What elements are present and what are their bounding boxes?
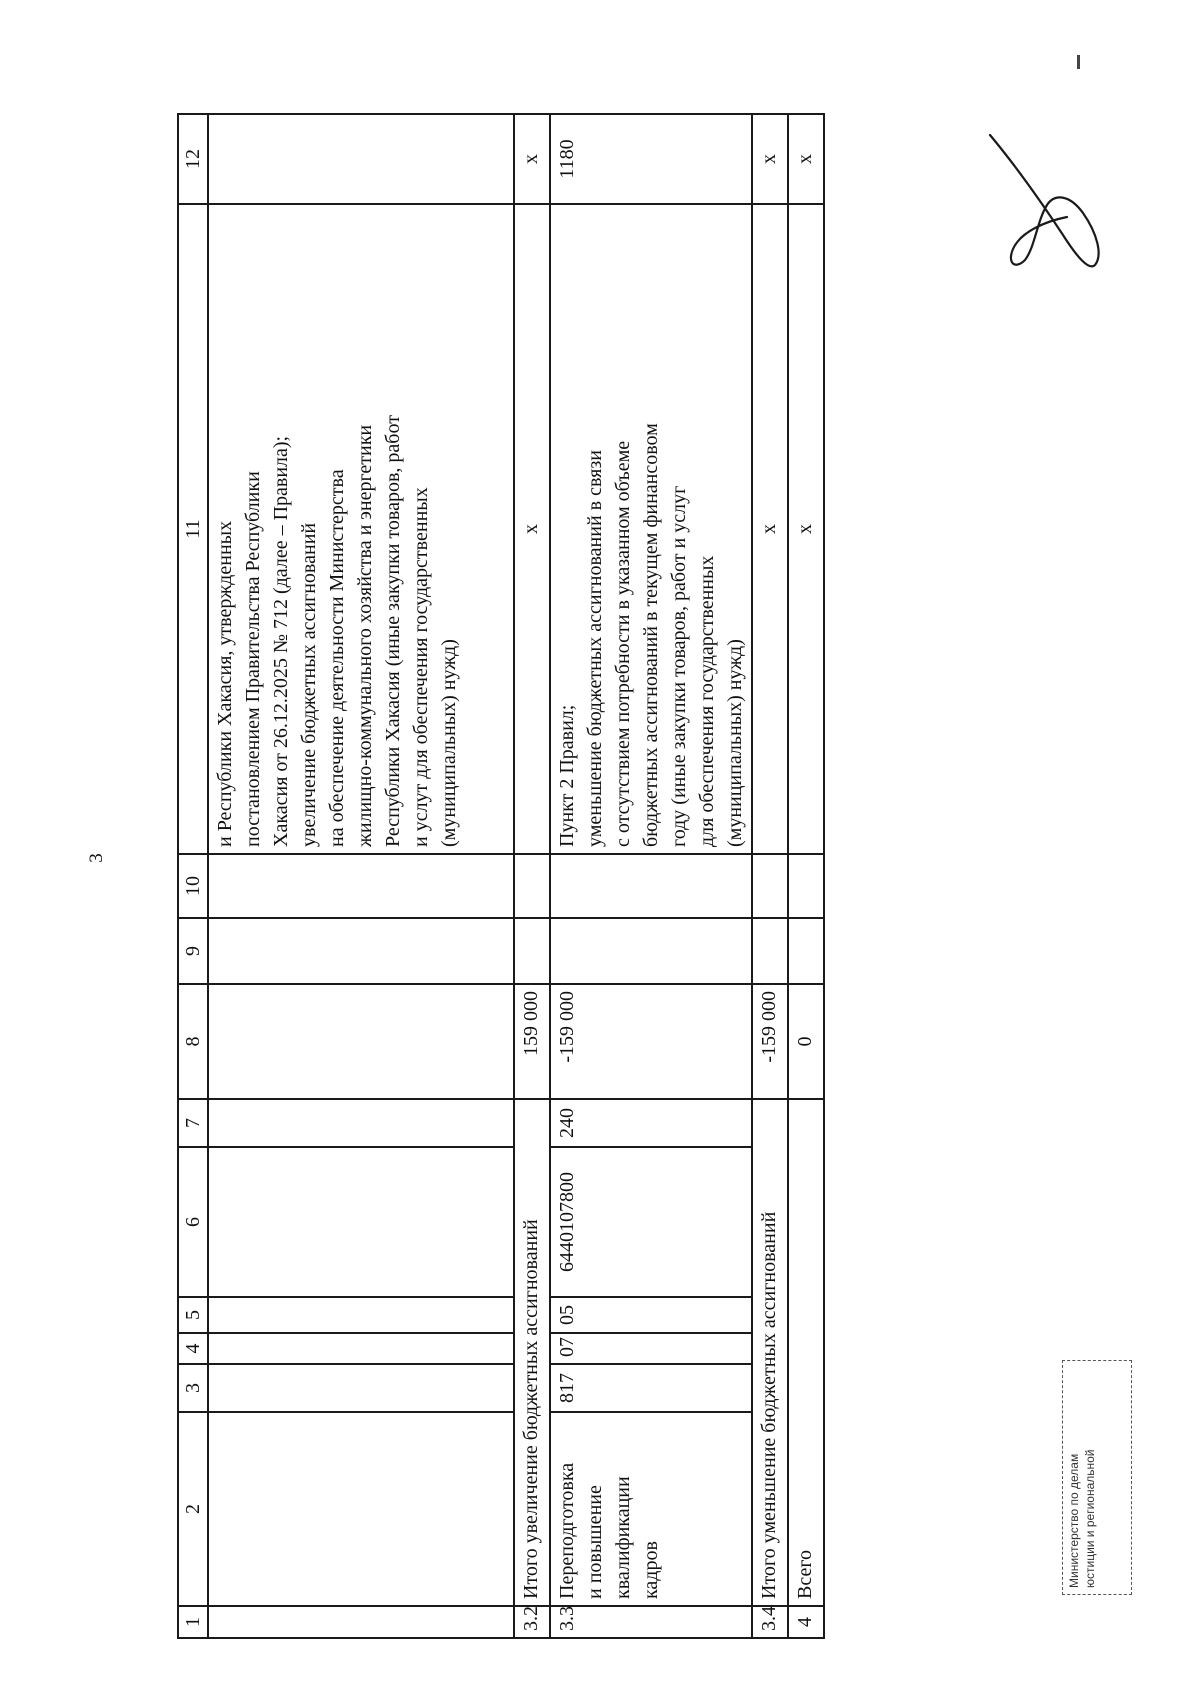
code-cell: 1180 xyxy=(550,114,752,204)
text-line: уменьшение бюджетных ассигнований в связи xyxy=(584,450,606,847)
table-cell xyxy=(788,918,824,984)
table-cell xyxy=(208,1147,514,1297)
text-line: кадров xyxy=(640,1541,662,1599)
amount-cell: 0 xyxy=(788,984,824,1099)
table-cell xyxy=(752,918,788,984)
header-cell: 8 xyxy=(178,984,208,1099)
basis-cell: x xyxy=(752,204,788,854)
text-line: жилищно-коммунального хозяйства и энергетики xyxy=(354,424,376,847)
header-cell: 4 xyxy=(178,1333,208,1364)
row-number: 3.4 xyxy=(752,1606,788,1638)
table-cell xyxy=(208,114,514,204)
text-line: и повышение xyxy=(584,1485,606,1599)
header-cell: 2 xyxy=(178,1412,208,1606)
table-cell xyxy=(550,854,752,918)
table-cell xyxy=(208,1606,514,1638)
header-cell: 11 xyxy=(178,204,208,854)
header-cell: 10 xyxy=(178,854,208,918)
code-cell: x xyxy=(788,114,824,204)
text-line: Хакасия от 26.12.2025 № 712 (далее – Правила); xyxy=(270,435,292,847)
text-line: с отсутствием потребности в указанном объеме xyxy=(612,440,634,847)
text-line: году (иные закупки товаров, работ и услуг xyxy=(668,485,690,847)
basis-cell xyxy=(208,204,514,854)
expense-type-code: 240 xyxy=(550,1099,752,1147)
table-row-4 xyxy=(788,114,824,1638)
row-label: Всего xyxy=(788,1099,824,1606)
table-cell xyxy=(208,1412,514,1606)
text-line: Переподготовка xyxy=(556,1462,578,1599)
row-label: Итого увеличение бюджетных ассигнований xyxy=(514,1099,550,1606)
text-line: Республики Хакасия (иные закупки товаров, работ xyxy=(382,415,404,847)
row-number: 4 xyxy=(788,1606,824,1638)
budget-table xyxy=(177,113,825,1639)
header-cell: 1 xyxy=(178,1606,208,1638)
section-code: 07 xyxy=(550,1333,752,1364)
text-line: Пункт 2 Правил; xyxy=(556,704,578,847)
row-label: Итого уменьшение бюджетных ассигнований xyxy=(752,1099,788,1606)
header-cell: 9 xyxy=(178,918,208,984)
table-cell xyxy=(208,918,514,984)
basis-cell xyxy=(550,204,752,854)
text-line: и услут для обеспечения государственных xyxy=(410,487,432,847)
text-line: квалификации xyxy=(612,1476,634,1599)
signature xyxy=(985,125,1105,275)
text-line: увеличение бюджетных ассигнований xyxy=(298,522,320,847)
table-cell xyxy=(208,854,514,918)
table-row-3-3 xyxy=(550,114,752,1638)
header-row xyxy=(178,114,208,1638)
code-cell: x xyxy=(752,114,788,204)
row-number: 3.2 xyxy=(514,1606,550,1638)
code-cell: x xyxy=(514,114,550,204)
text-line: на обеспечение деятельности Министерства xyxy=(326,469,348,847)
target-article-code: 6440107800 xyxy=(550,1147,752,1297)
basis-cell: x xyxy=(788,204,824,854)
header-cell: 5 xyxy=(178,1297,208,1333)
table-cell xyxy=(514,918,550,984)
table-row-3-4 xyxy=(752,114,788,1638)
table-cell xyxy=(752,854,788,918)
table-cell xyxy=(208,1297,514,1333)
table-cell xyxy=(208,1333,514,1364)
header-cell: 12 xyxy=(178,114,208,204)
amount-cell: -159 000 xyxy=(752,984,788,1099)
registration-stamp xyxy=(1062,1449,1200,1595)
text-line: для обеспечения государственных xyxy=(696,555,718,847)
table-cell xyxy=(514,854,550,918)
stamp-line: юстиции и региональной xyxy=(1083,1449,1097,1588)
table-cell xyxy=(208,1099,514,1147)
subsection-code: 05 xyxy=(550,1297,752,1333)
row-number: 3.3 xyxy=(550,1606,752,1638)
amount-cell: 159 000 xyxy=(514,984,550,1099)
text-line: постановлением Правительства Республики xyxy=(242,471,264,847)
text-line: и Республики Хакасия, утвержденных xyxy=(214,520,236,847)
basis-cell: x xyxy=(514,204,550,854)
table-row-3-2 xyxy=(514,114,550,1638)
header-cell: 7 xyxy=(178,1099,208,1147)
table-cell xyxy=(550,918,752,984)
text-line: (муниципальных) нужд) xyxy=(438,639,460,847)
text-line: (муниципальных) нужд) xyxy=(724,639,746,847)
table-cell xyxy=(208,1364,514,1412)
text-line: бюджетных ассигнований в текущем финансовом xyxy=(640,423,662,847)
amount-cell: -159 000 xyxy=(550,984,752,1099)
page-number: 3 xyxy=(86,853,107,863)
stamp-line: Министерство по делам xyxy=(1067,1453,1081,1588)
budget-table-wrapper xyxy=(177,115,816,1639)
table-row-continuation xyxy=(208,114,514,1638)
stray-mark xyxy=(1077,55,1080,69)
table-cell xyxy=(788,854,824,918)
header-cell: 3 xyxy=(178,1364,208,1412)
table-cell xyxy=(208,984,514,1099)
ministry-code: 817 xyxy=(550,1364,752,1412)
item-name-cell xyxy=(550,1412,752,1606)
header-cell: 6 xyxy=(178,1147,208,1297)
